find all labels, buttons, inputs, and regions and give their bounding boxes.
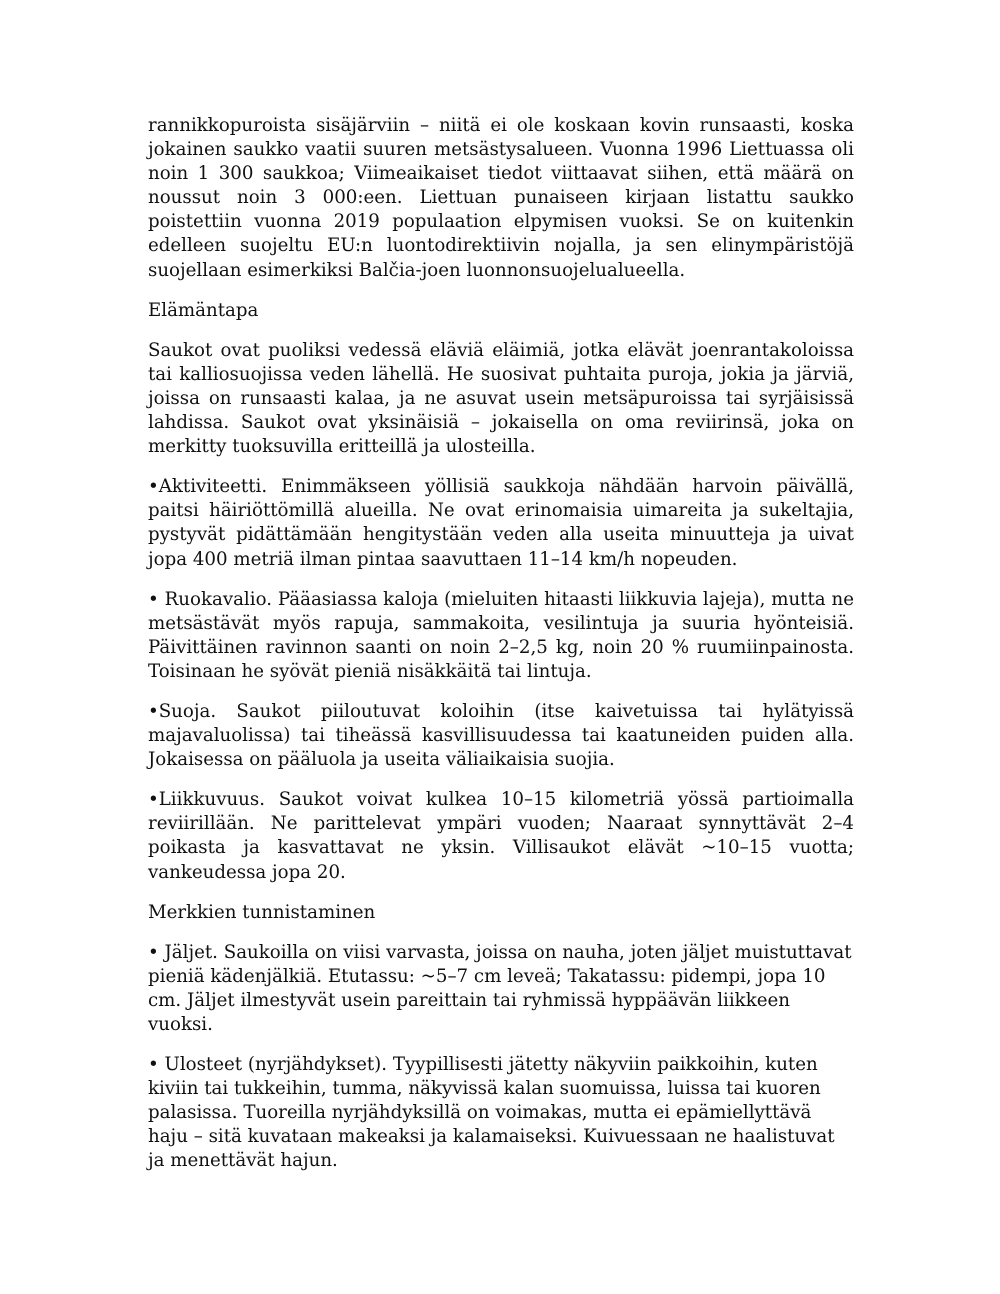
paragraph-droppings: • Ulosteet (nyrjähdykset). Tyypillisesti jätetty näkyviin paikkoihin, kuten kiviin tai tukkeihin, tumma, näkyvissä kalan suomuissa, luissa tai kuoren palasissa. Tuoreilla nyrjähdyksillä on voimakas, mutta ei epämiellyttävä haju – sitä kuvataan makeaksi ja kalamaiseksi. Kuivuessaan ne haalistuvat ja menettävät hajun. xyxy=(148,1054,835,1172)
heading-signs: Merkkien tunnistaminen xyxy=(148,901,376,923)
document-page xyxy=(148,114,854,1190)
paragraph-shelter: •Suoja. Saukot piiloutuvat koloihin (itse kaivetuissa tai hylätyissä majavaluolissa) tai tiheässä kasvillisuudessa tai kaatuneiden puiden alla. Jokaisessa on pääluola ja useita väliaikaisia suojia. xyxy=(148,700,854,771)
paragraph-diet: • Ruokavalio. Pääasiassa kaloja (mieluiten hitaasti liikkuvia lajeja), mutta ne metsästävät myös rapuja, sammakoita, vesilintuja ja suuria hyönteisiä. Päivittäinen ravinnon saanti on noin 2–2,5 kg, noin 20 % ruumiinpainosta. Toisinaan he syövät pieniä nisäkkäitä tai lintuja. xyxy=(148,588,854,682)
paragraph-lifestyle: Saukot ovat puoliksi vedessä eläviä eläimiä, jotka elävät joenrantakoloissa tai kalliosuojissa veden lähellä. He suosivat puhtaita puroja, jokia ja järviä, joissa on runsaasti kalaa, ja ne asuvat usein metsäpuroissa tai syrjäisissä lahdissa. Saukot ovat yksinäisiä – jokaisella on oma reviirinsä, joka on merkitty tuoksuvilla eritteillä ja ulosteilla. xyxy=(148,339,854,458)
heading-lifestyle: Elämäntapa xyxy=(148,299,259,321)
paragraph-intro-continued: rannikkopuroista sisäjärviin – niitä ei ole koskaan kovin runsaasti, koska jokainen saukko vaatii suuren metsästysalueen. Vuonna 1996 Liettuassa oli noin 1 300 saukkoa; Viimeaikaiset tiedot viittaavat siihen, että määrä on noussut noin 3 000:een. Liettuan punaiseen kirjaan listattu saukko poistettiin vuonna 2019 populaation elpymisen vuoksi. Se on kuitenkin edelleen suojeltu EU:n luontodirektiivin nojalla, ja sen elinympäristöjä suojellaan esimerkiksi Balčia-joen luonnonsuojelualueella. xyxy=(148,115,854,281)
paragraph-activity: •Aktiviteetti. Enimmäkseen yöllisiä saukkoja nähdään harvoin päivällä, paitsi häiriöttömillä alueilla. Ne ovat erinomaisia uimareita ja sukeltajia, pystyvät pidättämään hengitystään veden alla useita minuutteja ja uivat jopa 400 metriä ilman pintaa saavuttaen 11–14 km/h nopeuden. xyxy=(148,476,854,570)
paragraph-tracks: • Jäljet. Saukoilla on viisi varvasta, joissa on nauha, joten jäljet muistuttavat pieniä kädenjälkiä. Etutassu: ~5–7 cm leveä; Takatassu: pidempi, jopa 10 cm. Jäljet ilmestyvät usein pareittain tai ryhmissä hyppäävän liikkeen vuoksi. xyxy=(148,941,852,1035)
paragraph-mobility: •Liikkuvuus. Saukot voivat kulkea 10–15 kilometriä yössä partioimalla reviirillään. Ne parittelevat ympäri vuoden; Naaraat synnyttävät 2–4 poikasta ja kasvattavat ne yksin. Villisaukot elävät ~10–15 vuotta; vankeudessa jopa 20. xyxy=(148,789,854,883)
